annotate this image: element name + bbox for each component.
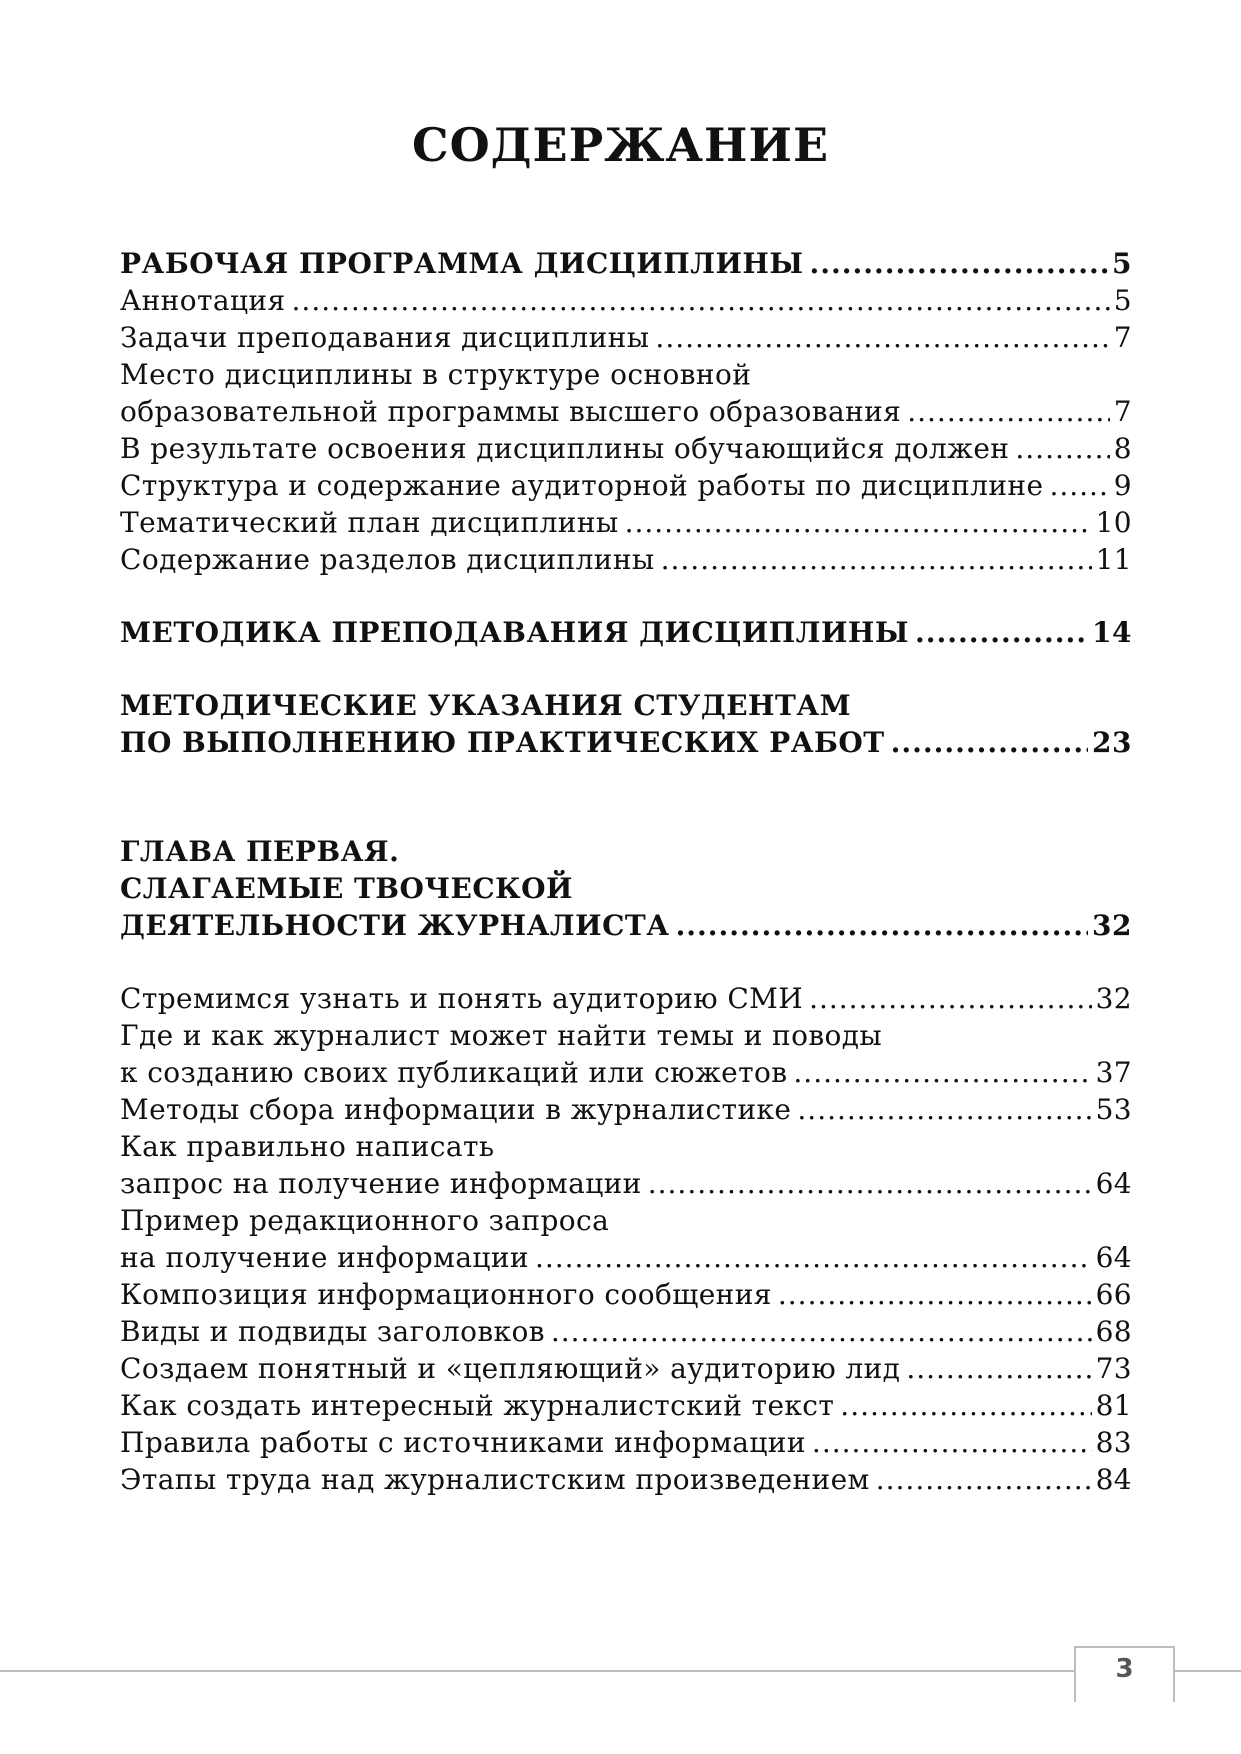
toc-page-number: 11 xyxy=(1095,543,1132,576)
toc-entry[interactable] xyxy=(120,393,1132,430)
footer-rule-left xyxy=(0,1670,1074,1672)
toc-entry[interactable] xyxy=(120,319,1132,356)
toc-entry-text: Правила работы с источниками информации xyxy=(120,1426,806,1459)
table-of-contents xyxy=(120,245,1132,1498)
toc-heading-guidelines-line1[interactable] xyxy=(120,687,1132,724)
toc-entry[interactable] xyxy=(120,1165,1132,1202)
toc-chapter-title-line1[interactable] xyxy=(120,870,1132,907)
toc-page-number: 84 xyxy=(1095,1463,1132,1496)
dot-leader xyxy=(840,1387,1091,1424)
toc-entry-text: Место дисциплины в структуре основной xyxy=(120,358,752,391)
toc-entry-text: Задачи преподавания дисциплины xyxy=(120,321,650,354)
toc-entry[interactable] xyxy=(120,541,1132,578)
toc-entry-text: на получение информации xyxy=(120,1241,529,1274)
toc-heading-program[interactable] xyxy=(120,245,1132,282)
toc-page-number: 37 xyxy=(1095,1056,1132,1089)
toc-chapter-title-line2[interactable] xyxy=(120,907,1132,944)
toc-entry-text: Пример редакционного запроса xyxy=(120,1204,610,1237)
dot-leader xyxy=(655,319,1109,356)
dot-leader xyxy=(292,282,1110,319)
toc-entry-text: Виды и подвиды заголовков xyxy=(120,1315,545,1348)
toc-page-number: 83 xyxy=(1095,1426,1132,1459)
toc-page-number: 7 xyxy=(1113,395,1132,428)
toc-entry-text: Аннотация xyxy=(120,284,286,317)
toc-page-number: 53 xyxy=(1095,1093,1132,1126)
toc-entry[interactable] xyxy=(120,430,1132,467)
toc-page-number: 66 xyxy=(1095,1278,1132,1311)
toc-entry[interactable] xyxy=(120,282,1132,319)
toc-heading-text: МЕТОДИЧЕСКИЕ УКАЗАНИЯ СТУДЕНТАМ xyxy=(120,689,852,722)
toc-entry-text: образовательной программы высшего образования xyxy=(120,395,902,428)
footer-rule-right xyxy=(1175,1670,1241,1672)
toc-heading-text: МЕТОДИКА ПРЕПОДАВАНИЯ ДИСЦИПЛИНЫ xyxy=(120,616,910,649)
toc-entry-text: Где и как журналист может найти темы и поводы xyxy=(120,1019,883,1052)
toc-section-guidelines xyxy=(120,687,1132,761)
toc-heading-text: ПО ВЫПОЛНЕНИЮ ПРАКТИЧЕСКИХ РАБОТ xyxy=(120,726,885,759)
toc-section-methodology xyxy=(120,614,1132,651)
toc-page-number: 23 xyxy=(1092,726,1132,759)
toc-entry-text: Композиция информационного сообщения xyxy=(120,1278,772,1311)
dot-leader xyxy=(907,393,1110,430)
toc-entry-text: В результате освоения дисциплины обучающийся должен xyxy=(120,432,1010,465)
toc-entry-continued[interactable] xyxy=(120,356,1132,393)
toc-page-number: 32 xyxy=(1092,909,1132,942)
toc-entry[interactable] xyxy=(120,1239,1132,1276)
dot-leader xyxy=(1049,467,1109,504)
toc-entry-text: к созданию своих публикаций или сюжетов xyxy=(120,1056,788,1089)
dot-leader xyxy=(625,504,1092,541)
toc-entry-text: запрос на получение информации xyxy=(120,1167,642,1200)
toc-page-number: 7 xyxy=(1113,321,1132,354)
toc-entry[interactable] xyxy=(120,1091,1132,1128)
toc-entry[interactable] xyxy=(120,980,1132,1017)
toc-entry[interactable] xyxy=(120,504,1132,541)
page-title: СОДЕРЖАНИЕ xyxy=(411,118,830,172)
dot-leader xyxy=(797,1091,1091,1128)
dot-leader xyxy=(809,980,1092,1017)
dot-leader xyxy=(793,1054,1091,1091)
toc-entry[interactable] xyxy=(120,467,1132,504)
toc-entry-continued[interactable] xyxy=(120,1017,1132,1054)
dot-leader xyxy=(810,245,1109,282)
toc-entry-text: Создаем понятный и «цепляющий» аудиторию лид xyxy=(120,1352,901,1385)
toc-chapter1-items xyxy=(120,980,1132,1498)
toc-entry-continued[interactable] xyxy=(120,1128,1132,1165)
dot-leader xyxy=(812,1424,1092,1461)
toc-page-number: 64 xyxy=(1095,1241,1132,1274)
toc-entry[interactable] xyxy=(120,1276,1132,1313)
dot-leader xyxy=(891,724,1088,761)
toc-entry[interactable] xyxy=(120,1387,1132,1424)
dot-leader xyxy=(906,1350,1091,1387)
dot-leader xyxy=(1015,430,1109,467)
toc-page-number: 14 xyxy=(1092,616,1132,649)
toc-entry[interactable] xyxy=(120,1461,1132,1498)
toc-heading-text: ГЛАВА ПЕРВАЯ. xyxy=(120,835,400,868)
toc-heading-methodology[interactable] xyxy=(120,614,1132,651)
dot-leader xyxy=(676,907,1088,944)
toc-entry-text: Этапы труда над журналистским произведением xyxy=(120,1463,870,1496)
toc-page-number: 32 xyxy=(1095,982,1132,1015)
toc-section-chapter1 xyxy=(120,833,1132,944)
dot-leader xyxy=(778,1276,1092,1313)
dot-leader xyxy=(876,1461,1092,1498)
toc-entry-text: Структура и содержание аудиторной работы по дисциплине xyxy=(120,469,1044,502)
toc-heading-guidelines-line2[interactable] xyxy=(120,724,1132,761)
toc-heading-text: РАБОЧАЯ ПРОГРАММА ДИСЦИПЛИНЫ xyxy=(120,247,804,280)
toc-page-number: 73 xyxy=(1095,1352,1132,1385)
toc-entry[interactable] xyxy=(120,1350,1132,1387)
dot-leader xyxy=(915,614,1088,651)
dot-leader xyxy=(661,541,1092,578)
toc-entry-continued[interactable] xyxy=(120,1202,1132,1239)
toc-entry[interactable] xyxy=(120,1424,1132,1461)
toc-page-number: 81 xyxy=(1095,1389,1132,1422)
dot-leader xyxy=(551,1313,1092,1350)
toc-page-number: 8 xyxy=(1113,432,1132,465)
toc-entry[interactable] xyxy=(120,1313,1132,1350)
page-number: 3 xyxy=(1115,1654,1134,1684)
dot-leader xyxy=(535,1239,1092,1276)
toc-entry-text: Стремимся узнать и понять аудиторию СМИ xyxy=(120,982,804,1015)
toc-entry-text: Как правильно написать xyxy=(120,1130,495,1163)
toc-program-items xyxy=(120,282,1132,578)
toc-page-number: 9 xyxy=(1113,469,1132,502)
toc-entry-text: Содержание разделов дисциплины xyxy=(120,543,655,576)
toc-heading-text: СЛАГАЕМЫЕ ТВОЧЕСКОЙ xyxy=(120,872,573,905)
toc-page-number: 64 xyxy=(1095,1167,1132,1200)
toc-page-number: 68 xyxy=(1095,1315,1132,1348)
toc-entry-text: Методы сбора информации в журналистике xyxy=(120,1093,792,1126)
page-number-tab xyxy=(1074,1646,1175,1702)
toc-entry-text: Как создать интересный журналистский текст xyxy=(120,1389,835,1422)
toc-section-program xyxy=(120,245,1132,282)
toc-chapter-label[interactable] xyxy=(120,833,1132,870)
toc-page-number: 5 xyxy=(1113,284,1132,317)
toc-page-number: 5 xyxy=(1112,247,1132,280)
toc-heading-text: ДЕЯТЕЛЬНОСТИ ЖУРНАЛИСТА xyxy=(120,909,670,942)
toc-page-number: 10 xyxy=(1095,506,1132,539)
dot-leader xyxy=(648,1165,1092,1202)
toc-entry[interactable] xyxy=(120,1054,1132,1091)
toc-entry-text: Тематический план дисциплины xyxy=(120,506,619,539)
